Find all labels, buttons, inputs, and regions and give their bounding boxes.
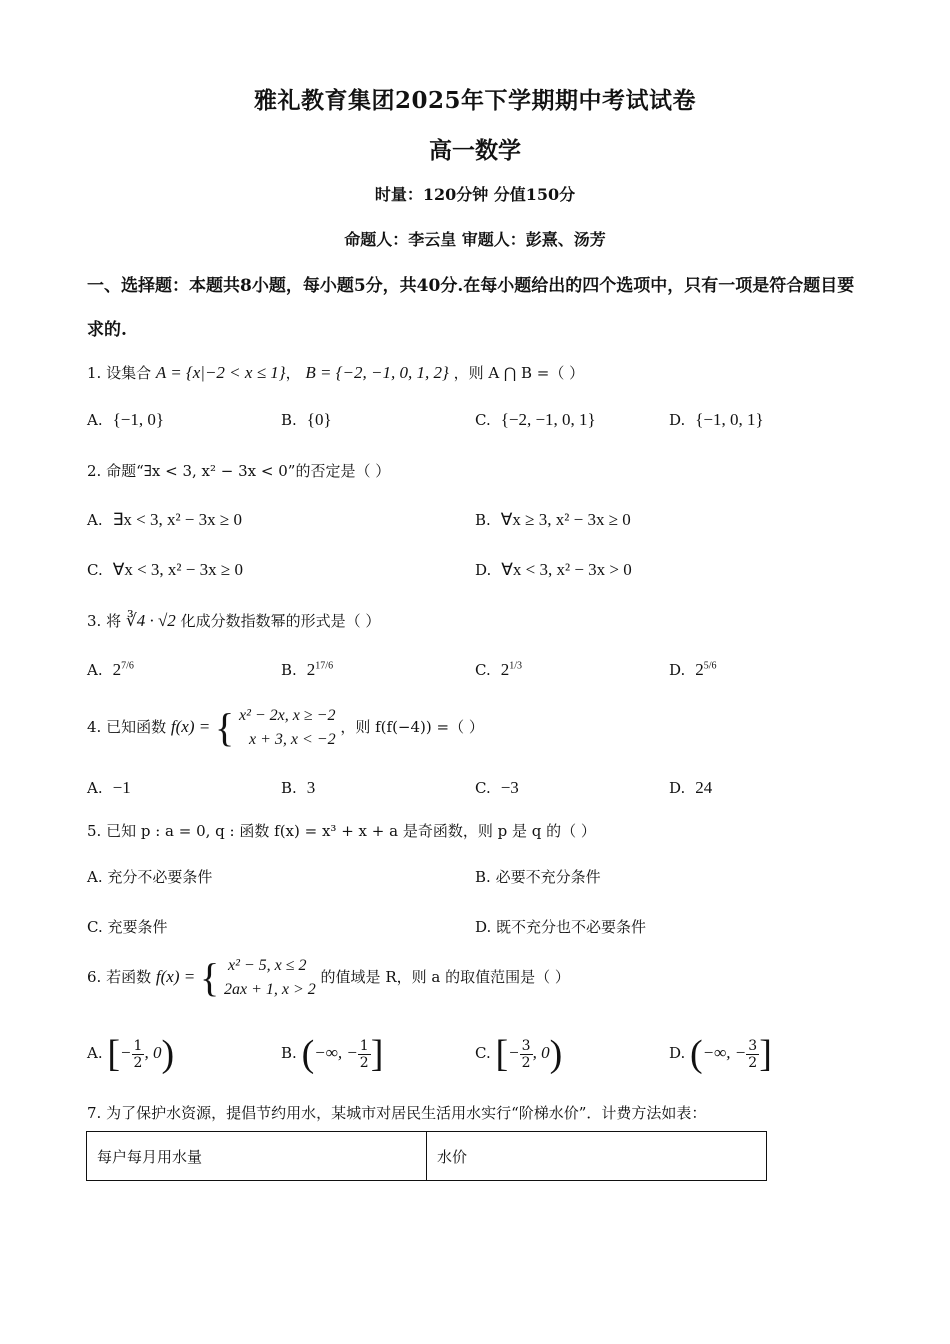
option-label: A. (87, 661, 103, 679)
q1-option-d[interactable] (669, 410, 764, 430)
question-text: 已知 p : a = 0, q : 函数 f(x) = x³ + x + a 是奇函数，则 p 是 q 的（ ） (106, 822, 596, 840)
question-number: 4. (87, 718, 102, 736)
option-label: B. (281, 1044, 297, 1062)
option-value: ∀x < 3, x² − 3x ≥ 0 (112, 560, 243, 579)
power-exponent: 17/6 (315, 660, 334, 672)
option-label: D. (475, 561, 492, 579)
option-label: D. (669, 661, 686, 679)
option-label: C. (87, 918, 103, 936)
exam-subtitle: 高一数学 (429, 137, 521, 164)
set-a: A = {x|−2 < x ≤ 1} (155, 363, 286, 382)
q6-option-d[interactable] (669, 1032, 772, 1076)
question-text: 为了保护水资源，提倡节约用水，某城市对居民生活用水实行“阶梯水价”．计费方法如表： (106, 1104, 707, 1122)
q6-option-a[interactable] (87, 1032, 174, 1076)
question-number: 3. (87, 612, 102, 630)
right-bracket: ) (161, 1033, 175, 1075)
numerator: 1 (359, 1037, 369, 1054)
question-4 (87, 704, 484, 752)
question-number: 2. (87, 462, 102, 480)
option-label: A. (87, 779, 103, 797)
question-text: 设集合 (106, 364, 152, 382)
power-exponent: 1/3 (509, 660, 522, 672)
fraction (358, 1038, 371, 1071)
denominator: 2 (521, 1054, 531, 1071)
q5-option-a[interactable] (87, 866, 212, 887)
option-value: {−1, 0} (112, 410, 165, 429)
function-name: f(x) = (170, 717, 211, 736)
question-1 (87, 362, 584, 383)
left-bracket: ( (690, 1033, 703, 1075)
interval-tail: , 0 (144, 1043, 162, 1062)
option-value: ∃x < 3, x² − 3x ≥ 0 (112, 510, 242, 529)
question-number: 6. (87, 968, 102, 986)
power-exponent: 7/6 (121, 660, 134, 672)
q2-option-c[interactable] (87, 560, 243, 580)
option-value: ∀x ≥ 3, x² − 3x ≥ 0 (500, 510, 631, 529)
numerator: 3 (521, 1037, 531, 1054)
exam-title: 雅礼教育集团2025年下学期期中考试试卷 (253, 87, 696, 114)
q5-option-b[interactable] (475, 866, 601, 887)
q5-option-d[interactable] (475, 916, 646, 937)
denominator: 2 (133, 1054, 143, 1071)
option-label: D. (669, 1044, 686, 1062)
option-label: A. (87, 868, 103, 886)
interval-prefix: −∞, − (314, 1043, 358, 1062)
question-7 (87, 1102, 706, 1123)
numerator: 1 (133, 1037, 143, 1054)
option-value: 24 (695, 778, 713, 797)
interval-prefix: − (508, 1043, 520, 1062)
question-text: 已知函数 (106, 718, 167, 736)
piecewise-brace: { (199, 955, 220, 1000)
piecewise-brace: { (214, 705, 235, 750)
question-text: 命题“∃x < 3, x² − 3x < 0”的否定是（ ） (106, 462, 391, 480)
denominator: 2 (359, 1054, 369, 1071)
interval-prefix: −∞, − (702, 1043, 747, 1062)
power-base: 2 (695, 660, 704, 679)
q4-option-d[interactable] (669, 778, 712, 798)
option-label: C. (87, 561, 103, 579)
separator: ， (285, 364, 301, 382)
fraction (132, 1038, 145, 1071)
q3-option-b[interactable] (281, 660, 333, 680)
question-text: ，则 A ⋂ B =（ ） (453, 364, 585, 382)
option-label: A. (87, 1044, 103, 1062)
q5-option-c[interactable] (87, 916, 168, 937)
fraction (746, 1038, 759, 1071)
option-value: 充要条件 (107, 918, 168, 936)
option-label: C. (475, 779, 491, 797)
question-text: 若函数 (106, 968, 152, 986)
question-5 (87, 820, 596, 841)
section-heading: 一、选择题：本题共8小题，每小题5分，共40分.在每小题给出的四个选项中，只有一项是符合题目要求的. (87, 276, 855, 340)
piece-1: x² − 2x, x ≥ −2 (238, 707, 336, 724)
question-number: 7. (87, 1104, 102, 1122)
question-3 (87, 610, 380, 631)
piece-2: 2ax + 1, x > 2 (223, 981, 316, 998)
left-bracket: [ (107, 1033, 121, 1075)
q2-option-b[interactable] (475, 510, 631, 530)
q3-option-a[interactable] (87, 660, 134, 680)
option-value: {−1, 0, 1} (695, 410, 764, 429)
option-label: C. (475, 411, 491, 429)
option-label: C. (475, 661, 491, 679)
q3-option-c[interactable] (475, 660, 522, 680)
question-6 (87, 954, 570, 1002)
option-value: 3 (306, 778, 316, 797)
option-label: B. (281, 661, 297, 679)
q6-option-b[interactable] (281, 1032, 383, 1076)
option-value: 既不充分也不必要条件 (496, 918, 647, 936)
option-label: C. (475, 1044, 491, 1062)
function-name: f(x) = (155, 967, 196, 986)
exam-meta: 时量：120分钟 分值150分 (374, 185, 576, 204)
exam-authors: 命题人：李云皇 审题人：彭熹、汤芳 (344, 230, 606, 249)
option-label: B. (281, 411, 297, 429)
q1-option-a[interactable] (87, 410, 164, 430)
q1-option-c[interactable] (475, 410, 596, 430)
interval-tail: , 0 (532, 1043, 550, 1062)
piece-1: x² − 5, x ≤ 2 (227, 957, 307, 974)
option-label: A. (87, 511, 103, 529)
question-text: 化成分数指数幂的形式是（ ） (180, 612, 381, 630)
question-2 (87, 460, 390, 481)
q4-option-b[interactable] (281, 778, 315, 798)
power-base: 2 (306, 660, 316, 679)
q6-option-c[interactable] (475, 1032, 562, 1076)
piecewise-cases (224, 954, 316, 1002)
right-bracket: ] (370, 1033, 384, 1075)
interval-prefix: − (120, 1043, 132, 1062)
q2-option-a[interactable] (87, 510, 242, 530)
option-label: B. (475, 868, 491, 886)
option-value: 必要不充分条件 (495, 868, 601, 886)
question-text: ，则 f(f(−4)) =（ ） (340, 718, 484, 736)
power-exponent: 5/6 (703, 660, 717, 672)
left-bracket: [ (495, 1033, 509, 1075)
table-row (87, 1132, 767, 1181)
option-value: {−2, −1, 0, 1} (500, 410, 596, 429)
q3-option-d[interactable] (669, 660, 717, 680)
option-label: D. (669, 411, 686, 429)
question-number: 1. (87, 364, 102, 382)
piece-2: x + 3, x < −2 (248, 731, 336, 748)
option-value: {0} (306, 410, 332, 429)
table-header-usage: 每户每月用水量 (87, 1132, 427, 1181)
option-label: D. (669, 779, 686, 797)
option-value: ∀x < 3, x² − 3x > 0 (501, 560, 632, 579)
right-bracket: ] (759, 1033, 772, 1075)
right-bracket: ) (549, 1033, 563, 1075)
option-value: −3 (500, 778, 519, 797)
power-base: 2 (500, 660, 510, 679)
denominator: 2 (748, 1054, 758, 1071)
q4-option-a[interactable] (87, 778, 131, 798)
option-label: B. (281, 779, 297, 797)
option-label: A. (87, 411, 103, 429)
q2-option-d[interactable] (475, 560, 632, 580)
question-number: 5. (87, 822, 102, 840)
piecewise-cases (239, 704, 336, 752)
water-price-table (86, 1131, 767, 1181)
numerator: 3 (748, 1037, 758, 1054)
option-value: 充分不必要条件 (107, 868, 213, 886)
power-base: 2 (112, 660, 122, 679)
question-text: 将 (106, 612, 122, 630)
option-value: −1 (112, 778, 131, 797)
question-text: 的值域是 R，则 a 的取值范围是（ ） (320, 968, 570, 986)
table-header-price: 水价 (427, 1132, 767, 1181)
radical-expression: ∛4 · √2 (125, 611, 176, 630)
set-b: B = {−2, −1, 0, 1, 2} (305, 363, 449, 382)
option-label: B. (475, 511, 491, 529)
fraction (520, 1038, 533, 1071)
q1-option-b[interactable] (281, 410, 332, 430)
left-bracket: ( (301, 1033, 315, 1075)
option-label: D. (475, 918, 492, 936)
q4-option-c[interactable] (475, 778, 519, 798)
